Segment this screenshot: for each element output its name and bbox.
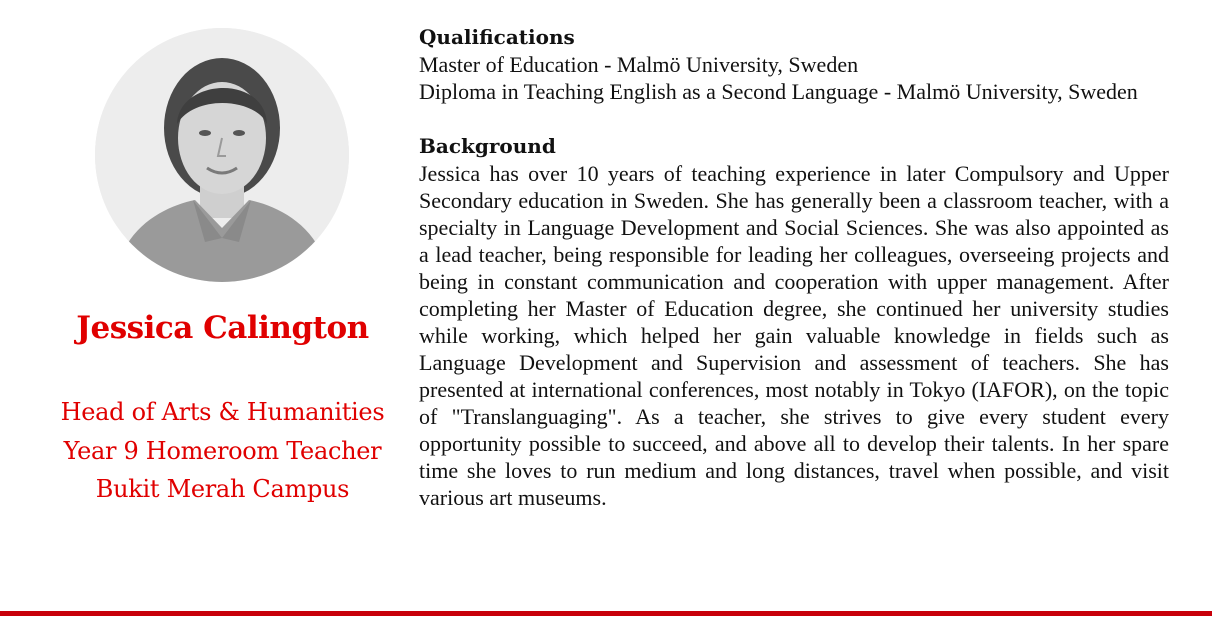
qualification-item: Diploma in Teaching English as a Second Language - Malmö University, Sweden [419,79,1138,104]
role-list [40,393,405,509]
qualifications-list [419,51,1169,105]
background-heading: Background [419,134,556,158]
background-section [419,133,1169,511]
profile-photo-graphic [95,28,349,282]
qualifications-section [419,24,1169,105]
role-item: Head of Arts & Humanities [60,398,385,426]
qualifications-heading: Qualifications [419,25,575,49]
role-item: Bukit Merah Campus [95,475,350,503]
details-column [419,24,1169,511]
person-name: Jessica Calington [76,310,369,346]
bottom-divider [0,611,1212,616]
background-paragraph: Jessica has over 10 years of teaching experience in later Compulsory and Upper Secondary education in Sweden. She has generally been a classroom teacher, with a specialty in Language Development and Social Sciences. She was also appointed as a lead teacher, being responsible for leading her colleagues, overseeing projects and being in constant communication and cooperation with upper management. After completing her Master of Education degree, she continued her university studies while working, which helped her gain valuable knowledge in fields such as Language Development and Supervision and assessment of teachers. She has presented at international conferences, most notably in Tokyo (IAFOR), on the topic of "Translanguaging". As a teacher, she strives to give every student every opportunity possible to succeed, and above all to develop their talents. In her spare time she loves to run medium and long distances, travel when possible, and visit various art museums. [419,161,1169,510]
role-item: Year 9 Homeroom Teacher [63,436,382,465]
profile-photo [95,28,349,282]
qualification-item: Master of Education - Malmö University, Sweden [419,52,859,77]
